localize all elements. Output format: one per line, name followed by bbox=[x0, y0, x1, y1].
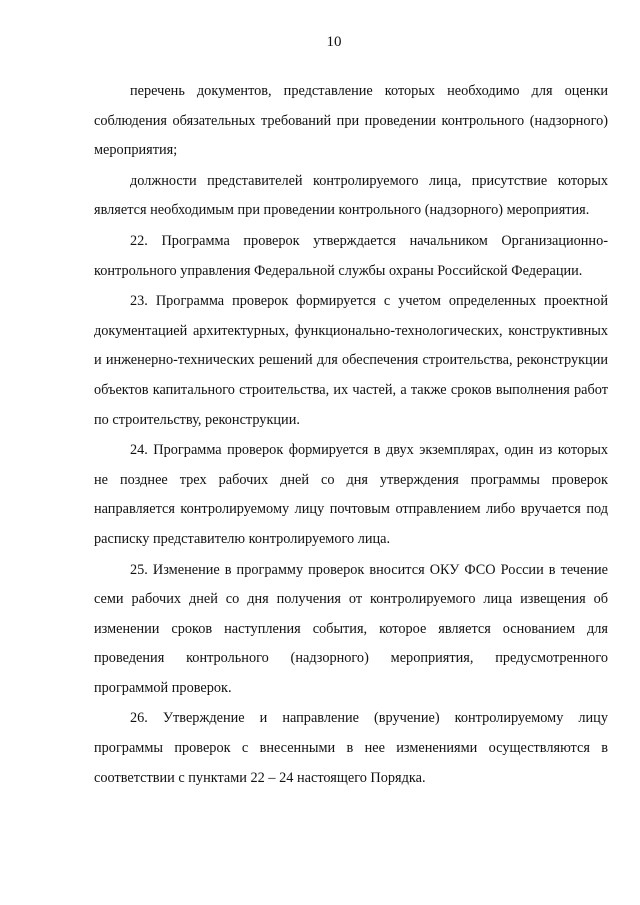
paragraph-documents-list: перечень документов, представление которых необходимо для оценки соблюдения обязательных требований при проведении контрольного (надзорного) мероприятия; bbox=[94, 83, 608, 159]
document-body bbox=[94, 77, 608, 793]
paragraph-26: 26. Утверждение и направление (вручение) контролируемому лицу программы проверок с внесенными в нее изменениями осуществляются в соответствии с пунктами 22 – 24 настоящего Порядка. bbox=[94, 710, 608, 786]
paragraph-23: 23. Программа проверок формируется с учетом определенных проектной документацией архитектурных, функционально-технологических, конструктивных и инженерно-технических решений для обеспечения строительства, реконструкции объектов капитального строительства, их частей, а также сроков выполнения работ по строительству, реконструкции. bbox=[94, 293, 608, 428]
page-number: 10 bbox=[326, 34, 342, 50]
paragraph-24: 24. Программа проверок формируется в двух экземплярах, один из которых не позднее трех рабочих дней со дня утверждения программы проверок направляется контролируемому лицу почтовым отправлением либо вручается под расписку представителю контролируемого лица. bbox=[94, 442, 608, 547]
paragraph-25: 25. Изменение в программу проверок вносится ОКУ ФСО России в течение семи рабочих дней со дня получения от контролируемого лица извещения об изменении сроков наступления события, которое является основанием для проведения контрольного (надзорного) мероприятия, предусмотренного программой проверок. bbox=[94, 561, 608, 696]
paragraph-representatives: должности представителей контролируемого лица, присутствие которых является необходимым при проведении контрольного (надзорного) мероприятия. bbox=[94, 172, 608, 219]
paragraph-22: 22. Программа проверок утверждается начальником Организационно-контрольного управления Федеральной службы охраны Российской Федерации. bbox=[94, 232, 608, 279]
